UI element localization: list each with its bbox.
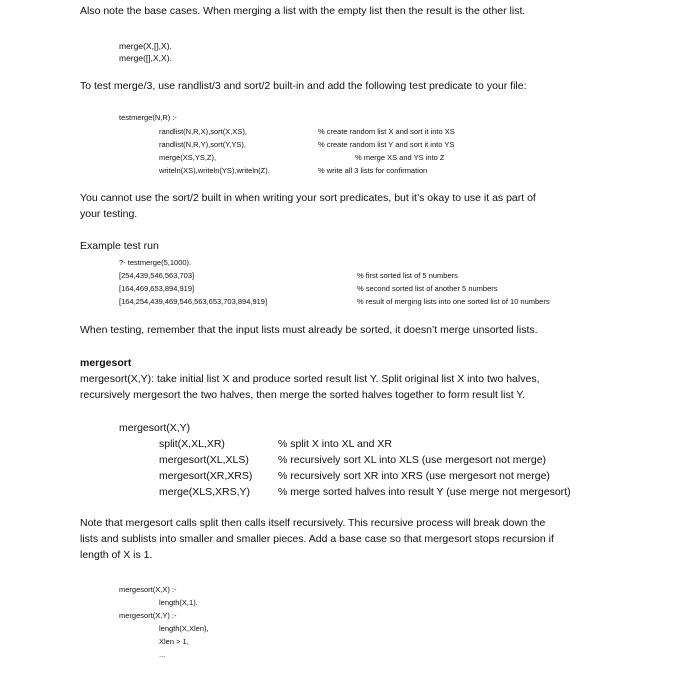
mergesort-comment-1: % split X into XL and XR <box>278 438 393 450</box>
testing-note: When testing, remember that the input lists must already be sorted, it doesn’t merge unsorted lists. <box>80 324 538 336</box>
mergesort-comment-4: % merge sorted halves into result Y (use merge not mergesort) <box>278 486 571 498</box>
testmerge-code-1: randlist(N,R,X),sort(X,XS), <box>159 127 247 136</box>
mergesort-code-4: merge(XLS,XRS,Y) <box>159 486 251 498</box>
sort-note-line-1: You cannot use the sort/2 built in when writing your sort predicates, but it’s okay to use it as part of <box>80 192 536 204</box>
mergesort-code-3: mergesort(XR,XRS) <box>159 470 253 482</box>
mergesort-desc-line-2: recursively mergesort the two halves, then merge the sorted halves together to form result list Y. <box>80 389 525 401</box>
mergesort-heading: mergesort <box>80 357 132 369</box>
testmerge-comment-4: % write all 3 lists for confirmation <box>318 166 428 175</box>
example-comment-2: % second sorted list of another 5 numbers <box>357 284 498 293</box>
base-case-code-1: mergesort(X,X) :- <box>119 585 177 594</box>
merge-code-line-2: merge([],X,X). <box>119 53 172 63</box>
mergesort-head: mergesort(X,Y) <box>119 422 191 434</box>
testmerge-comment-3: % merge XS and YS into Z <box>355 153 445 162</box>
mergesort-code-1: split(X,XL,XR) <box>159 438 225 450</box>
example-output-1: [254,439,546,563,703] <box>119 271 195 280</box>
mergesort-code-2: mergesort(XL,XLS) <box>159 454 249 466</box>
example-query: ?- testmerge(5,1000). <box>119 258 192 267</box>
test-intro-text: To test merge/3, use randlist/3 and sort/2 built-in and add the following test predicate to your file: <box>80 80 527 92</box>
base-case-code-2: length(X,1). <box>159 598 198 607</box>
example-title: Example test run <box>80 240 159 252</box>
example-comment-1: % first sorted list of 5 numbers <box>357 271 458 280</box>
testmerge-code-4: writeln(XS),writeln(YS),writeln(Z). <box>159 166 270 175</box>
testmerge-head: testmerge(N,R) :- <box>119 113 177 122</box>
mergesort-comment-3: % recursively sort XR into XRS (use mergesort not merge) <box>278 470 550 482</box>
example-output-2: [164,469,653,894,919] <box>119 284 195 293</box>
base-case-code-4: length(X,Xlen), <box>159 624 209 633</box>
mergesort-note-line-1: Note that mergesort calls split then calls itself recursively. This recursive process will break down the <box>80 517 546 529</box>
testmerge-comment-1: % create random list X and sort it into XS <box>318 127 455 136</box>
example-comment-3: % result of merging lists into one sorted list of 10 numbers <box>357 297 550 306</box>
sort-note-line-2: your testing. <box>80 208 138 220</box>
mergesort-comment-2: % recursively sort XL into XLS (use mergesort not merge) <box>278 454 547 466</box>
merge-code-line-1: merge(X,[],X). <box>119 41 172 51</box>
mergesort-note-line-2: lists and sublists into smaller and smaller pieces. Add a base case so that mergesort stops recursion if <box>80 533 554 545</box>
testmerge-code-2: randlist(N,R,Y),sort(Y,YS), <box>159 140 246 149</box>
mergesort-note-line-3: length of X is 1. <box>80 549 153 561</box>
base-cases-text: Also note the base cases. When merging a list with the empty list then the result is the other list. <box>80 5 526 17</box>
mergesort-desc-line-1: mergesort(X,Y): take initial list X and produce sorted result list Y. Split original list X into two halves, <box>80 373 540 385</box>
testmerge-comment-2: % create random list Y and sort it into YS <box>318 140 455 149</box>
example-output-3: [164,254,439,469,546,563,653,703,894,919] <box>119 297 268 306</box>
base-case-code-3: mergesort(X,Y) :- <box>119 611 177 620</box>
base-case-code-5: Xlen > 1, <box>159 637 189 646</box>
testmerge-code-3: merge(XS,YS,Z), <box>159 153 217 162</box>
base-case-code-6: ... <box>159 650 166 659</box>
